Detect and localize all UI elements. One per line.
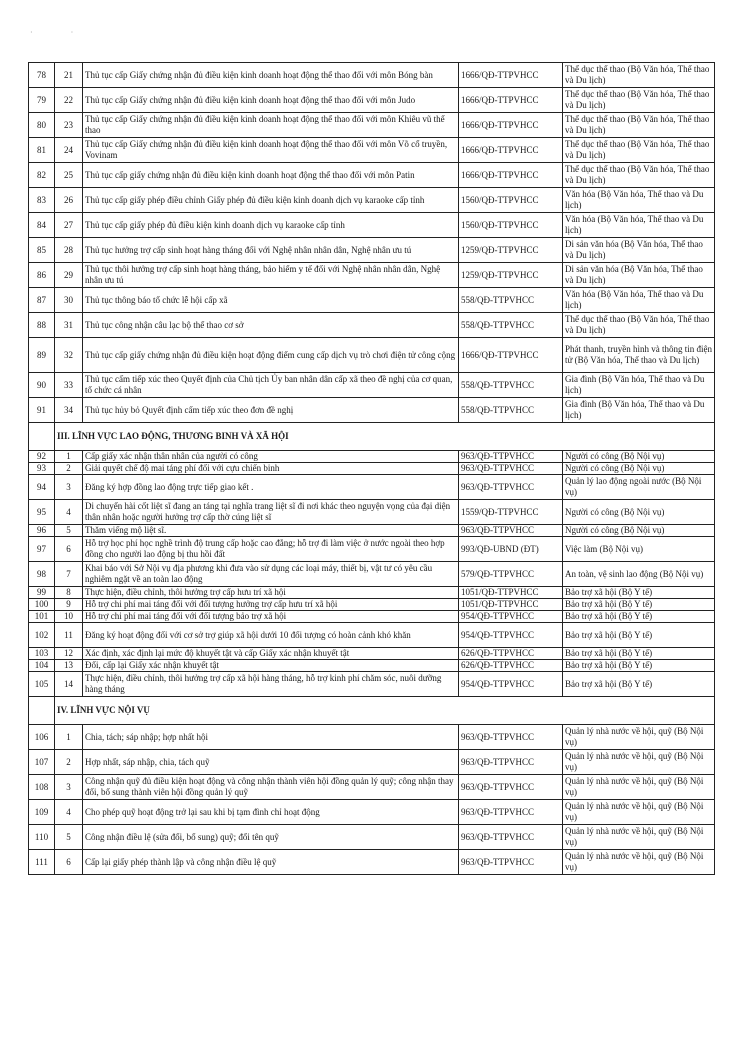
field-cell: Thể dục thể thao (Bộ Văn hóa, Thể thao và Du lịch)	[563, 88, 715, 113]
decision-number-cell: 963/QĐ-TTPVHCC	[459, 463, 563, 475]
field-cell: An toàn, vệ sinh lao động (Bộ Nội vụ)	[563, 562, 715, 587]
row-stt-cell: 97	[29, 537, 55, 562]
procedure-name-cell: Cấp lại giấy phép thành lập và công nhận điều lệ quỹ	[83, 850, 459, 875]
table-row	[29, 587, 715, 599]
field-cell: Quản lý lao động ngoài nước (Bộ Nội vụ)	[563, 475, 715, 500]
row-number-cell: 26	[55, 188, 83, 213]
row-stt-cell: 93	[29, 463, 55, 475]
table-row	[29, 825, 715, 850]
decision-number-cell: 558/QĐ-TTPVHCC	[459, 313, 563, 338]
decision-number-cell: 963/QĐ-TTPVHCC	[459, 451, 563, 463]
procedure-name-cell: Cho phép quỹ hoạt động trở lại sau khi bị tạm đình chỉ hoạt động	[83, 800, 459, 825]
field-cell: Bảo trợ xã hội (Bộ Y tế)	[563, 599, 715, 611]
procedure-name-cell: Thủ tục cấp giấy chứng nhận đủ điều kiện kinh doanh hoạt động thể thao đối với môn Patin	[83, 163, 459, 188]
row-number-cell: 2	[55, 463, 83, 475]
decision-number-cell: 626/QĐ-TTPVHCC	[459, 648, 563, 660]
section-title: IV. LĨNH VỰC NỘI VỤ	[55, 697, 715, 725]
procedure-name-cell: Đăng ký hợp đồng lao động trực tiếp giao kết .	[83, 475, 459, 500]
procedure-name-cell: Giải quyết chế độ mai táng phí đối với cựu chiến binh	[83, 463, 459, 475]
section-header-row	[29, 697, 715, 725]
row-number-cell: 5	[55, 525, 83, 537]
row-stt-cell: 81	[29, 138, 55, 163]
field-cell: Bảo trợ xã hội (Bộ Y tế)	[563, 660, 715, 672]
row-stt-cell: 88	[29, 313, 55, 338]
field-cell: Quản lý nhà nước về hội, quỹ (Bộ Nội vụ)	[563, 775, 715, 800]
decision-number-cell: 1259/QĐ-TTPVHCC	[459, 238, 563, 263]
row-stt-cell: 91	[29, 398, 55, 423]
procedure-table	[28, 62, 715, 875]
field-cell: Bảo trợ xã hội (Bộ Y tế)	[563, 587, 715, 599]
row-stt-cell: 89	[29, 338, 55, 373]
field-cell: Bảo trợ xã hội (Bộ Y tế)	[563, 648, 715, 660]
row-stt-cell: 105	[29, 672, 55, 697]
table-row	[29, 800, 715, 825]
row-stt-cell: 86	[29, 263, 55, 288]
procedure-name-cell: Đăng ký hoạt động đối với cơ sở trợ giúp xã hội dưới 10 đối tượng có hoàn cảnh khó khăn	[83, 623, 459, 648]
procedure-name-cell: Khai báo với Sở Nội vụ địa phương khi đưa vào sử dụng các loại máy, thiết bị, vật tư có yêu cầu nghiêm ngặt về an toàn lao động	[83, 562, 459, 587]
row-number-cell: 2	[55, 750, 83, 775]
decision-number-cell: 993/QĐ-UBND (ĐT)	[459, 537, 563, 562]
field-cell: Văn hóa (Bộ Văn hóa, Thể thao và Du lịch)	[563, 188, 715, 213]
field-cell: Gia đình (Bộ Văn hóa, Thể thao và Du lịch)	[563, 398, 715, 423]
row-number-cell: 27	[55, 213, 83, 238]
decision-number-cell: 1051/QĐ-TTPVHCC	[459, 599, 563, 611]
table-row	[29, 138, 715, 163]
row-number-cell: 10	[55, 611, 83, 623]
row-number-cell: 3	[55, 775, 83, 800]
table-row	[29, 313, 715, 338]
row-number-cell: 21	[55, 63, 83, 88]
decision-number-cell: 963/QĐ-TTPVHCC	[459, 475, 563, 500]
table-row	[29, 288, 715, 313]
table-row	[29, 660, 715, 672]
row-stt-cell: 92	[29, 451, 55, 463]
decision-number-cell: 558/QĐ-TTPVHCC	[459, 288, 563, 313]
row-stt-cell: 78	[29, 63, 55, 88]
row-number-cell: 5	[55, 825, 83, 850]
field-cell: Quản lý nhà nước về hội, quỹ (Bộ Nội vụ)	[563, 825, 715, 850]
table-row	[29, 750, 715, 775]
field-cell: Thể dục thể thao (Bộ Văn hóa, Thể thao và Du lịch)	[563, 163, 715, 188]
field-cell: Thể dục thể thao (Bộ Văn hóa, Thể thao và Du lịch)	[563, 113, 715, 138]
field-cell: Thể dục thể thao (Bộ Văn hóa, Thể thao và Du lịch)	[563, 63, 715, 88]
field-cell: Người có công (Bộ Nội vụ)	[563, 451, 715, 463]
decision-number-cell: 1051/QĐ-TTPVHCC	[459, 587, 563, 599]
table-row	[29, 611, 715, 623]
row-stt-cell: 106	[29, 725, 55, 750]
procedure-name-cell: Đổi, cấp lại Giấy xác nhận khuyết tật	[83, 660, 459, 672]
decision-number-cell: 963/QĐ-TTPVHCC	[459, 775, 563, 800]
table-row	[29, 599, 715, 611]
row-number-cell: 7	[55, 562, 83, 587]
row-stt-cell: 111	[29, 850, 55, 875]
decision-number-cell: 579/QĐ-TTPVHCC	[459, 562, 563, 587]
procedure-name-cell: Công nhận điều lệ (sửa đổi, bổ sung) quỹ; đổi tên quỹ	[83, 825, 459, 850]
field-cell: Quản lý nhà nước về hội, quỹ (Bộ Nội vụ)	[563, 750, 715, 775]
decision-number-cell: 1666/QĐ-TTPVHCC	[459, 163, 563, 188]
table-row	[29, 338, 715, 373]
field-cell: Quản lý nhà nước về hội, quỹ (Bộ Nội vụ)	[563, 800, 715, 825]
row-number-cell: 4	[55, 500, 83, 525]
row-number-cell: 33	[55, 373, 83, 398]
row-number-cell: 4	[55, 800, 83, 825]
row-stt-cell: 102	[29, 623, 55, 648]
field-cell: Người có công (Bộ Nội vụ)	[563, 500, 715, 525]
table-row	[29, 537, 715, 562]
row-number-cell: 34	[55, 398, 83, 423]
row-number-cell: 1	[55, 451, 83, 463]
table-row	[29, 463, 715, 475]
row-stt-cell: 83	[29, 188, 55, 213]
field-cell: Bảo trợ xã hội (Bộ Y tế)	[563, 623, 715, 648]
table-row	[29, 850, 715, 875]
decision-number-cell: 963/QĐ-TTPVHCC	[459, 850, 563, 875]
row-number-cell: 28	[55, 238, 83, 263]
decision-number-cell: 558/QĐ-TTPVHCC	[459, 373, 563, 398]
procedure-name-cell: Hỗ trợ học phí học nghề trình độ trung cấp hoặc cao đẳng; hỗ trợ đi làm việc ở nước ngoài theo hợp đồng cho người lao động bị thu hồi đất	[83, 537, 459, 562]
field-cell: Văn hóa (Bộ Văn hóa, Thể thao và Du lịch)	[563, 213, 715, 238]
section-stt-cell	[29, 697, 55, 725]
row-number-cell: 6	[55, 850, 83, 875]
row-number-cell: 9	[55, 599, 83, 611]
row-stt-cell: 84	[29, 213, 55, 238]
row-number-cell: 24	[55, 138, 83, 163]
procedure-name-cell: Thực hiện, điều chỉnh, thôi hưởng trợ cấp hưu trí xã hội	[83, 587, 459, 599]
decision-number-cell: 963/QĐ-TTPVHCC	[459, 825, 563, 850]
decision-number-cell: 954/QĐ-TTPVHCC	[459, 672, 563, 697]
procedure-name-cell: Chia, tách; sáp nhập; hợp nhất hội	[83, 725, 459, 750]
decision-number-cell: 963/QĐ-TTPVHCC	[459, 525, 563, 537]
row-number-cell: 14	[55, 672, 83, 697]
procedure-name-cell: Thủ tục cấp Giấy chứng nhận đủ điều kiện kinh doanh hoạt động thể thao đối với môn Judo	[83, 88, 459, 113]
procedure-name-cell: Thủ tục hưởng trợ cấp sinh hoạt hàng tháng đối với Nghệ nhân nhân dân, Nghệ nhân ưu tú	[83, 238, 459, 263]
decision-number-cell: 1666/QĐ-TTPVHCC	[459, 113, 563, 138]
field-cell: Việc làm (Bộ Nội vụ)	[563, 537, 715, 562]
table-row	[29, 163, 715, 188]
field-cell: Di sản văn hóa (Bộ Văn hóa, Thể thao và Du lịch)	[563, 238, 715, 263]
procedure-name-cell: Thực hiện, điều chỉnh, thôi hưởng trợ cấp xã hội hàng tháng, hỗ trợ kinh phí chăm sóc, nuôi dưỡng hàng tháng	[83, 672, 459, 697]
decision-number-cell: 558/QĐ-TTPVHCC	[459, 398, 563, 423]
procedure-name-cell: Hợp nhất, sáp nhập, chia, tách quỹ	[83, 750, 459, 775]
row-stt-cell: 87	[29, 288, 55, 313]
table-row	[29, 775, 715, 800]
procedure-name-cell: Công nhận quỹ đủ điều kiện hoạt động và công nhận thành viên hội đồng quản lý quỹ; công nhận thay đổi, bổ sung thành viên hội đồng quản lý quỹ	[83, 775, 459, 800]
table-row	[29, 113, 715, 138]
table-row	[29, 525, 715, 537]
row-number-cell: 32	[55, 338, 83, 373]
field-cell: Di sản văn hóa (Bộ Văn hóa, Thể thao và Du lịch)	[563, 263, 715, 288]
decision-number-cell: 963/QĐ-TTPVHCC	[459, 800, 563, 825]
row-stt-cell: 109	[29, 800, 55, 825]
procedure-name-cell: Hỗ trợ chi phí mai táng đối với đối tượng hưởng trợ cấp hưu trí xã hội	[83, 599, 459, 611]
procedure-name-cell: Thủ tục cấp giấy chứng nhận đủ điều kiện hoạt động điểm cung cấp dịch vụ trò chơi điện tử công cộng	[83, 338, 459, 373]
page-corner-marks: · ·	[30, 28, 92, 37]
section-header-row	[29, 423, 715, 451]
field-cell: Phát thanh, truyền hình và thông tin điện tử (Bộ Văn hóa, Thể thao và Du lịch)	[563, 338, 715, 373]
table-row	[29, 562, 715, 587]
procedure-name-cell: Thủ tục cấp Giấy chứng nhận đủ điều kiện kinh doanh hoạt động thể thao đối với môn Khiêu vũ thể thao	[83, 113, 459, 138]
table-row	[29, 263, 715, 288]
procedure-name-cell: Cấp giấy xác nhận thân nhân của người có công	[83, 451, 459, 463]
row-number-cell: 6	[55, 537, 83, 562]
procedure-name-cell: Thủ tục cấp Giấy chứng nhận đủ điều kiện kinh doanh hoạt động thể thao đối với môn Bóng bàn	[83, 63, 459, 88]
procedure-name-cell: Thủ tục thôi hưởng trợ cấp sinh hoạt hàng tháng, bảo hiểm y tế đối với Nghệ nhân nhân dân, Nghệ nhân ưu tú	[83, 263, 459, 288]
decision-number-cell: 626/QĐ-TTPVHCC	[459, 660, 563, 672]
row-number-cell: 29	[55, 263, 83, 288]
procedure-name-cell: Thủ tục cấp Giấy chứng nhận đủ điều kiện kinh doanh hoạt động thể thao đối với môn Võ cổ truyền, Vovinam	[83, 138, 459, 163]
row-number-cell: 13	[55, 660, 83, 672]
decision-number-cell: 1666/QĐ-TTPVHCC	[459, 63, 563, 88]
row-number-cell: 8	[55, 587, 83, 599]
row-number-cell: 30	[55, 288, 83, 313]
row-stt-cell: 107	[29, 750, 55, 775]
procedure-name-cell: Thủ tục cấp giấy phép đủ điều kiện kinh doanh dịch vụ karaoke cấp tỉnh	[83, 213, 459, 238]
procedure-name-cell: Hỗ trợ chi phí mai táng đối với đối tượng bảo trợ xã hội	[83, 611, 459, 623]
decision-number-cell: 1666/QĐ-TTPVHCC	[459, 338, 563, 373]
field-cell: Thể dục thể thao (Bộ Văn hóa, Thể thao và Du lịch)	[563, 138, 715, 163]
row-stt-cell: 100	[29, 599, 55, 611]
row-stt-cell: 82	[29, 163, 55, 188]
row-stt-cell: 108	[29, 775, 55, 800]
section-stt-cell	[29, 423, 55, 451]
field-cell: Người có công (Bộ Nội vụ)	[563, 463, 715, 475]
decision-number-cell: 1560/QĐ-TTPVHCC	[459, 188, 563, 213]
field-cell: Quản lý nhà nước về hội, quỹ (Bộ Nội vụ)	[563, 850, 715, 875]
row-stt-cell: 103	[29, 648, 55, 660]
procedure-name-cell: Xác định, xác định lại mức độ khuyết tật và cấp Giấy xác nhận khuyết tật	[83, 648, 459, 660]
table-row	[29, 238, 715, 263]
field-cell: Thể dục thể thao (Bộ Văn hóa, Thể thao và Du lịch)	[563, 313, 715, 338]
table-row	[29, 63, 715, 88]
procedure-name-cell: Thủ tục hủy bỏ Quyết định cấm tiếp xúc theo đơn đề nghị	[83, 398, 459, 423]
row-stt-cell: 99	[29, 587, 55, 599]
table-row	[29, 648, 715, 660]
decision-number-cell: 1666/QĐ-TTPVHCC	[459, 138, 563, 163]
procedure-name-cell: Thủ tục công nhận câu lạc bộ thể thao cơ sở	[83, 313, 459, 338]
procedure-name-cell: Thủ tục cấp giấy phép điều chỉnh Giấy phép đủ điều kiện kinh doanh dịch vụ karaoke cấp tỉnh	[83, 188, 459, 213]
field-cell: Bảo trợ xã hội (Bộ Y tế)	[563, 672, 715, 697]
field-cell: Văn hóa (Bộ Văn hóa, Thể thao và Du lịch)	[563, 288, 715, 313]
row-stt-cell: 96	[29, 525, 55, 537]
table-row	[29, 500, 715, 525]
row-number-cell: 23	[55, 113, 83, 138]
decision-number-cell: 963/QĐ-TTPVHCC	[459, 750, 563, 775]
row-stt-cell: 94	[29, 475, 55, 500]
row-number-cell: 1	[55, 725, 83, 750]
table-row	[29, 475, 715, 500]
table-row	[29, 373, 715, 398]
row-number-cell: 25	[55, 163, 83, 188]
table-row	[29, 188, 715, 213]
decision-number-cell: 954/QĐ-TTPVHCC	[459, 623, 563, 648]
row-stt-cell: 90	[29, 373, 55, 398]
row-number-cell: 31	[55, 313, 83, 338]
procedure-name-cell: Di chuyển hài cốt liệt sĩ đang an táng tại nghĩa trang liệt sĩ đi nơi khác theo nguyện vọng của đại diện thân nhân hoặc người hưởng trợ cấp thờ cúng liệt sĩ	[83, 500, 459, 525]
row-number-cell: 22	[55, 88, 83, 113]
decision-number-cell: 954/QĐ-TTPVHCC	[459, 611, 563, 623]
table-row	[29, 672, 715, 697]
table-row	[29, 398, 715, 423]
row-number-cell: 11	[55, 623, 83, 648]
row-stt-cell: 110	[29, 825, 55, 850]
table-row	[29, 623, 715, 648]
row-stt-cell: 80	[29, 113, 55, 138]
procedure-name-cell: Thủ tục thông báo tổ chức lễ hội cấp xã	[83, 288, 459, 313]
decision-number-cell: 1559/QĐ-TTPVHCC	[459, 500, 563, 525]
field-cell: Người có công (Bộ Nội vụ)	[563, 525, 715, 537]
decision-number-cell: 1666/QĐ-TTPVHCC	[459, 88, 563, 113]
row-stt-cell: 79	[29, 88, 55, 113]
procedure-name-cell: Thủ tục cấm tiếp xúc theo Quyết định của Chủ tịch Ủy ban nhân dân cấp xã theo đề nghị của cơ quan, tổ chức cá nhân	[83, 373, 459, 398]
table-row	[29, 725, 715, 750]
field-cell: Quản lý nhà nước về hội, quỹ (Bộ Nội vụ)	[563, 725, 715, 750]
row-stt-cell: 85	[29, 238, 55, 263]
row-stt-cell: 95	[29, 500, 55, 525]
decision-number-cell: 1259/QĐ-TTPVHCC	[459, 263, 563, 288]
table-row	[29, 451, 715, 463]
procedure-name-cell: Thăm viếng mộ liệt sĩ.	[83, 525, 459, 537]
decision-number-cell: 1560/QĐ-TTPVHCC	[459, 213, 563, 238]
row-stt-cell: 104	[29, 660, 55, 672]
row-stt-cell: 101	[29, 611, 55, 623]
table-row	[29, 88, 715, 113]
row-stt-cell: 98	[29, 562, 55, 587]
section-title: III. LĨNH VỰC LAO ĐỘNG, THƯƠNG BINH VÀ XÃ HỘI	[55, 423, 715, 451]
decision-number-cell: 963/QĐ-TTPVHCC	[459, 725, 563, 750]
row-number-cell: 3	[55, 475, 83, 500]
field-cell: Bảo trợ xã hội (Bộ Y tế)	[563, 611, 715, 623]
table-row	[29, 213, 715, 238]
row-number-cell: 12	[55, 648, 83, 660]
field-cell: Gia đình (Bộ Văn hóa, Thể thao và Du lịch)	[563, 373, 715, 398]
